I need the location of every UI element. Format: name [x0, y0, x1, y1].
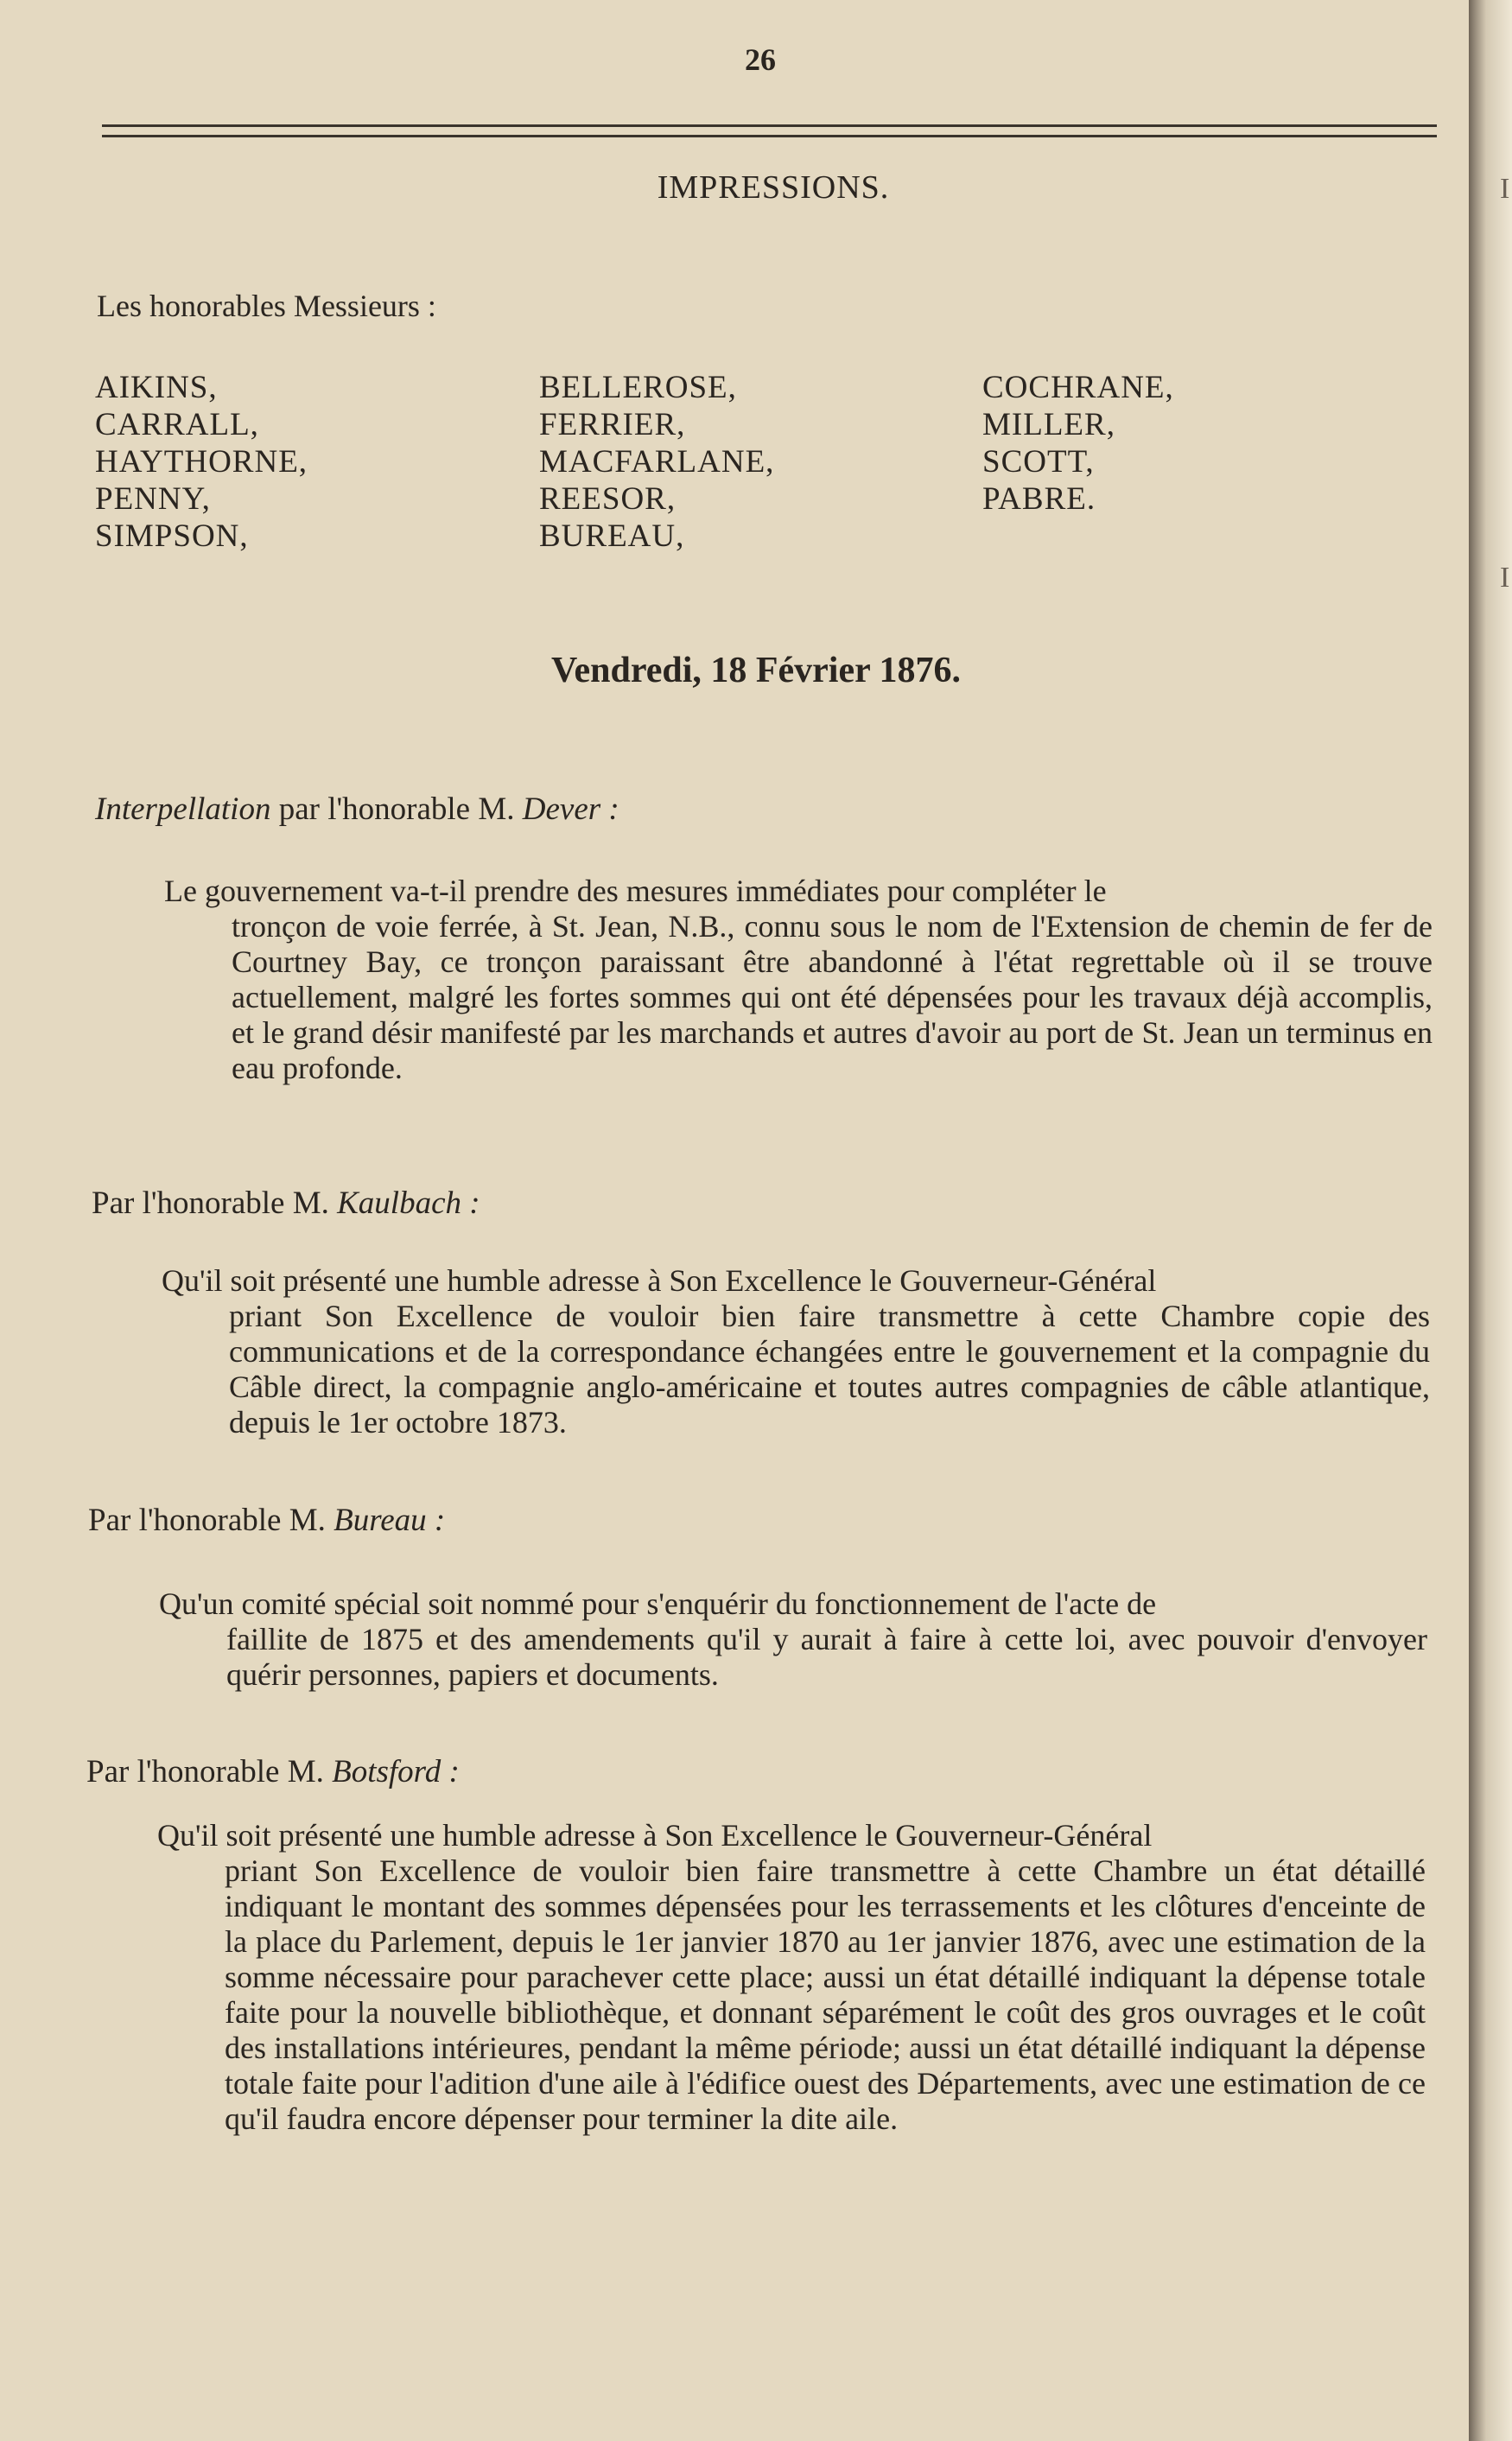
entry-intro-text: Par l'honorable M.	[88, 1503, 334, 1538]
members-intro: Les honorables Messieurs :	[97, 289, 436, 323]
paragraph-body: priant Son Excellence de vouloir bien faire transmettre à cette Chambre un état détaillé indiquant le montant des sommes dépensées pour les terrassements et les clôtures d'enceinte de la place du Parlement, depuis le 1er janvier 1870 au 1er janvier 1876, avec une estimation de la somme nécessaire pour parachever cette place; aussi un état détaillé indiquant la dépense totale faite pour la nouvelle bibliothèque, et donnant séparément le coût des gros ouvrages et le coût des installations intérieures, pendant la même période; aussi un état détaillé indiquant la dépense totale faite pour l'adition d'une aile à l'édifice ouest des Départements, avec une estimation de ce qu'il faudra encore dépenser pour terminer la dite aile.	[225, 1853, 1426, 2136]
paragraph-first-line: Qu'il soit présenté une humble adresse à Son Excellence le Gouverneur-Général	[162, 1263, 1157, 1298]
paragraph-body: faillite de 1875 et des amendements qu'il y aurait à faire à cette loi, avec pouvoir d'envoyer quérir personnes, papiers et documents.	[226, 1622, 1427, 1692]
entry-paragraph	[164, 874, 1433, 1086]
member-name: COCHRANE,	[982, 370, 1174, 405]
page-number: 26	[745, 42, 776, 77]
entry-paragraph	[159, 1586, 1427, 1693]
header-rule-top	[102, 124, 1437, 127]
member-ref: Bureau :	[334, 1503, 446, 1538]
entry-intro	[92, 1185, 480, 1222]
member-name: CARRALL,	[95, 407, 259, 442]
entry-intro-text: par l'honorable M.	[270, 791, 523, 827]
entry-intro	[95, 791, 619, 828]
session-date: Vendredi, 18 Février 1876.	[550, 651, 962, 690]
entry-intro-text: Par l'honorable M.	[86, 1754, 333, 1789]
member-ref: Botsford :	[332, 1754, 460, 1789]
member-name: SCOTT,	[982, 444, 1095, 480]
page-binding-edge	[1469, 0, 1512, 2441]
edge-mark: I	[1500, 562, 1510, 594]
member-name: PABRE.	[982, 481, 1096, 517]
member-name: MILLER,	[982, 407, 1115, 442]
entry-intro	[86, 1753, 460, 1790]
paragraph-first-line: Qu'il soit présenté une humble adresse à Son Excellence le Gouverneur-Général	[157, 1818, 1153, 1853]
member-ref: Kaulbach :	[337, 1186, 480, 1221]
member-name: REESOR,	[539, 481, 677, 517]
member-name: BELLEROSE,	[539, 370, 737, 405]
member-name: FERRIER,	[539, 407, 686, 442]
member-column-3	[982, 369, 1174, 518]
member-column-2	[539, 369, 774, 555]
member-name: MACFARLANE,	[539, 444, 775, 480]
paragraph-body: priant Son Excellence de vouloir bien faire transmettre à cette Chambre copie des communications et de la correspondance échangées entre le gouvernement et la compagnie du Câble direct, la compagnie anglo-américaine et toutes autres compagnies de câble atlantique, depuis le 1er octobre 1873.	[229, 1299, 1430, 1440]
member-name: HAYTHORNE,	[95, 444, 308, 480]
member-ref: Dever :	[522, 791, 619, 827]
entry-intro-text: Par l'honorable M.	[92, 1186, 338, 1221]
member-name: PENNY,	[95, 481, 211, 517]
paragraph-first-line: Qu'un comité spécial soit nommé pour s'enquérir du fonctionnement de l'acte de	[159, 1586, 1157, 1621]
member-column-1	[95, 369, 308, 555]
entry-paragraph	[162, 1263, 1430, 1440]
section-heading: IMPRESSIONS.	[657, 169, 890, 206]
paragraph-body: tronçon de voie ferrée, à St. Jean, N.B., connu sous le nom de l'Extension de chemin de fer de Courtney Bay, ce tronçon paraissant être abandonné à l'état regrettable où il se trouve actuellement, malgré les fortes sommes qui ont été dépensées pour les travaux déjà accomplis, et le grand désir manifesté par les marchands et autres d'avoir au port de St. Jean un terminus en eau profonde.	[232, 909, 1433, 1085]
entry-type: Interpellation	[95, 791, 271, 827]
header-rule-bottom	[102, 135, 1437, 137]
edge-mark: I	[1500, 173, 1510, 205]
member-name: SIMPSON,	[95, 518, 249, 554]
member-name: AIKINS,	[95, 370, 218, 405]
entry-paragraph	[157, 1818, 1426, 2137]
entry-intro	[88, 1502, 445, 1539]
paragraph-first-line: Le gouvernement va-t-il prendre des mesures immédiates pour compléter le	[164, 874, 1107, 908]
member-name: BUREAU,	[539, 518, 685, 554]
